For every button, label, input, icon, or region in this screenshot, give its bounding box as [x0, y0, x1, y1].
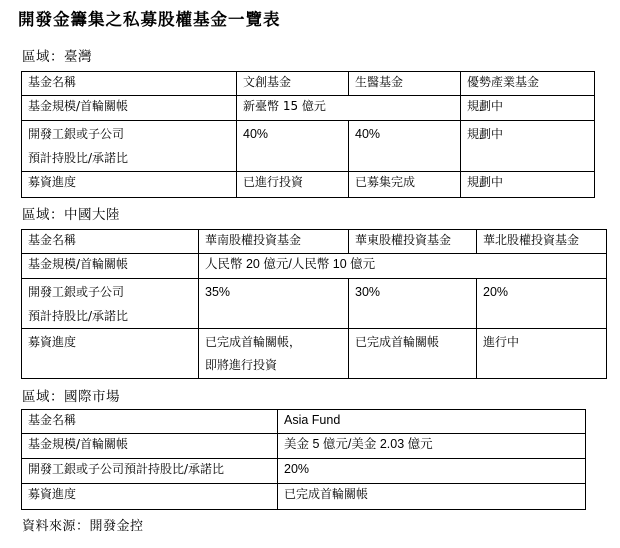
scale-value: 美金 5 億元/美金 2.03 億元: [278, 434, 586, 459]
table-row: [22, 72, 595, 96]
international-fund-table: [21, 409, 586, 510]
page-title: 開發金籌集之私募股權基金一覽表: [18, 10, 281, 29]
table-row: [22, 172, 595, 198]
header-fund-name: 基金名稱: [22, 230, 199, 254]
header-fund: 文創基金: [237, 72, 349, 96]
taiwan-fund-table: [21, 71, 595, 198]
progress-label: 募資進度: [22, 329, 199, 379]
progress-value-line: 即將進行投資: [205, 358, 278, 372]
progress-value: 已完成首輪關帳: [349, 329, 477, 379]
header-fund: 生醫基金: [349, 72, 461, 96]
region-taiwan-label: 區域：臺灣: [22, 49, 92, 65]
progress-value: 進行中: [477, 329, 607, 379]
table-row: [22, 121, 595, 172]
share-value: 20%: [477, 279, 607, 329]
header-fund: 華北股權投資基金: [477, 230, 607, 254]
progress-label: 募資進度: [22, 172, 237, 198]
table-row: [22, 329, 607, 379]
progress-value-line: 已完成首輪關帳，: [205, 335, 302, 349]
scale-label: 基金規模/首輪關帳: [22, 434, 278, 459]
table-row: [22, 459, 586, 484]
share-label-line: 預計持股比/承諾比: [28, 151, 129, 165]
table-row: [22, 434, 586, 459]
scale-value: 新臺幣 15 億元: [237, 96, 461, 121]
share-value: 35%: [199, 279, 349, 329]
share-value: 規劃中: [461, 121, 595, 172]
table-row: [22, 279, 607, 329]
share-label-line: 開發工銀或子公司: [28, 285, 125, 299]
header-fund: Asia Fund: [278, 410, 586, 434]
progress-value: 已募集完成: [349, 172, 461, 198]
share-value: 40%: [237, 121, 349, 172]
header-fund: 優勢產業基金: [461, 72, 595, 96]
table-row: [22, 96, 595, 121]
source-note: 資料來源：開發金控: [22, 519, 144, 534]
table-row: [22, 410, 586, 434]
header-fund: 華東股權投資基金: [349, 230, 477, 254]
share-label-line: 開發工銀或子公司: [28, 127, 125, 141]
header-fund-name: 基金名稱: [22, 410, 278, 434]
progress-value: 已完成首輪關帳: [278, 484, 586, 510]
header-fund: 華南股權投資基金: [199, 230, 349, 254]
scale-label: 基金規模/首輪關帳: [22, 96, 237, 121]
progress-value: 已進行投資: [237, 172, 349, 198]
region-china-label: 區域：中國大陸: [22, 207, 120, 223]
progress-label: 募資進度: [22, 484, 278, 510]
scale-label: 基金規模/首輪關帳: [22, 254, 199, 279]
header-fund-name: 基金名稱: [22, 72, 237, 96]
share-label-line: 預計持股比/承諾比: [28, 309, 129, 323]
share-value: 40%: [349, 121, 461, 172]
share-value: 20%: [278, 459, 586, 484]
scale-value: 規劃中: [461, 96, 595, 121]
region-international-label: 區域：國際市場: [22, 389, 120, 405]
share-label: 開發工銀或子公司預計持股比/承諾比: [22, 459, 278, 484]
scale-value: 人民幣 20 億元/人民幣 10 億元: [199, 254, 607, 279]
table-row: [22, 484, 586, 510]
progress-value: [199, 329, 349, 379]
progress-value: 規劃中: [461, 172, 595, 198]
table-row: [22, 254, 607, 279]
table-row: [22, 230, 607, 254]
share-label: [22, 279, 199, 329]
share-value: 30%: [349, 279, 477, 329]
china-fund-table: [21, 229, 607, 379]
share-label: [22, 121, 237, 172]
